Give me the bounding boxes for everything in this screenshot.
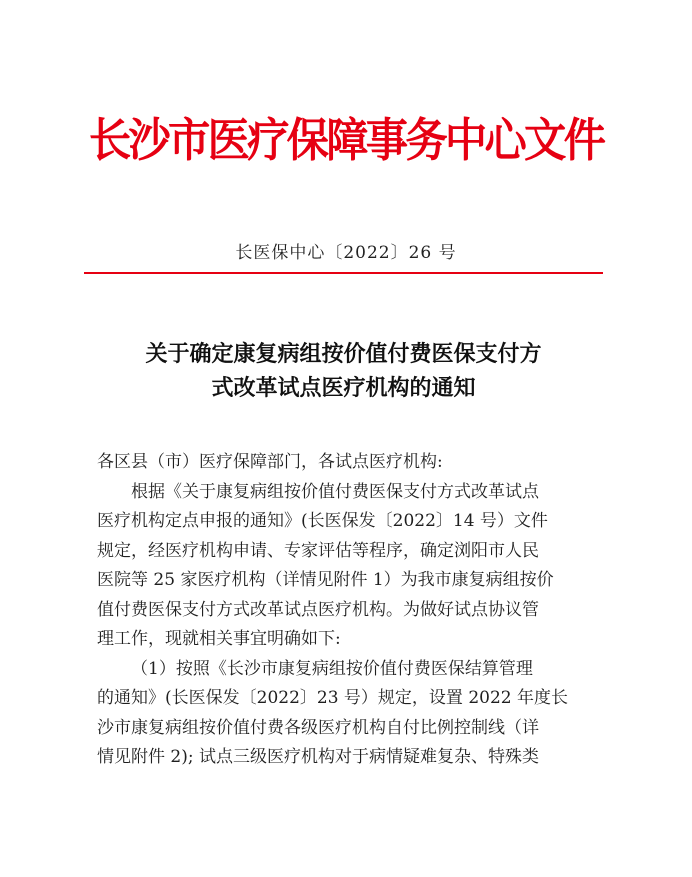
paragraph-1-line: 规定，经医疗机构申请、专家评估等程序，确定浏阳市人民 bbox=[97, 540, 539, 561]
notice-title-line-1: 关于确定康复病组按价值付费医保支付方 bbox=[145, 342, 542, 367]
paragraph-1-line: 理工作，现就相关事宜明确如下: bbox=[97, 629, 341, 649]
paragraph-2-line: 沙市康复病组按价值付费各级医疗机构自付比例控制线（详 bbox=[97, 717, 539, 738]
paragraph-2-line: 的通知》(长医保发〔2022〕23 号）规定，设置 2022 年度长 bbox=[97, 688, 569, 708]
salutation: 各区县（市）医疗保障部门，各试点医疗机构: bbox=[97, 452, 443, 472]
notice-body bbox=[97, 448, 602, 773]
paragraph-2-line: 情见附件 2); 试点三级医疗机构对于病情疑难复杂、特殊类 bbox=[97, 747, 539, 767]
paragraph-1-line: 医疗机构定点申报的通知》(长医保发〔2022〕14 号）文件 bbox=[97, 511, 548, 531]
paragraph-2-line: （1）按照《长沙市康复病组按价值付费医保结算管理 bbox=[131, 658, 533, 679]
paragraph-1-line: 根据《关于康复病组按价值付费医保支付方式改革试点 bbox=[131, 481, 539, 502]
notice-title-line-2: 式改革试点医疗机构的通知 bbox=[211, 376, 476, 401]
paragraph-1-line: 值付费医保支付方式改革试点医疗机构。为做好试点协议管 bbox=[97, 599, 539, 620]
red-divider-line bbox=[84, 272, 603, 274]
document-number: 长医保中心〔2022〕26 号 bbox=[235, 243, 457, 263]
paragraph-1-line: 医院等 25 家医疗机构（详情见附件 1）为我市康复病组按价 bbox=[97, 570, 554, 590]
notice-title bbox=[84, 338, 603, 406]
org-header-title: 长沙市医疗保障事务中心文件 bbox=[88, 113, 604, 167]
paragraph-2 bbox=[97, 655, 602, 773]
paragraph-1 bbox=[97, 478, 602, 655]
